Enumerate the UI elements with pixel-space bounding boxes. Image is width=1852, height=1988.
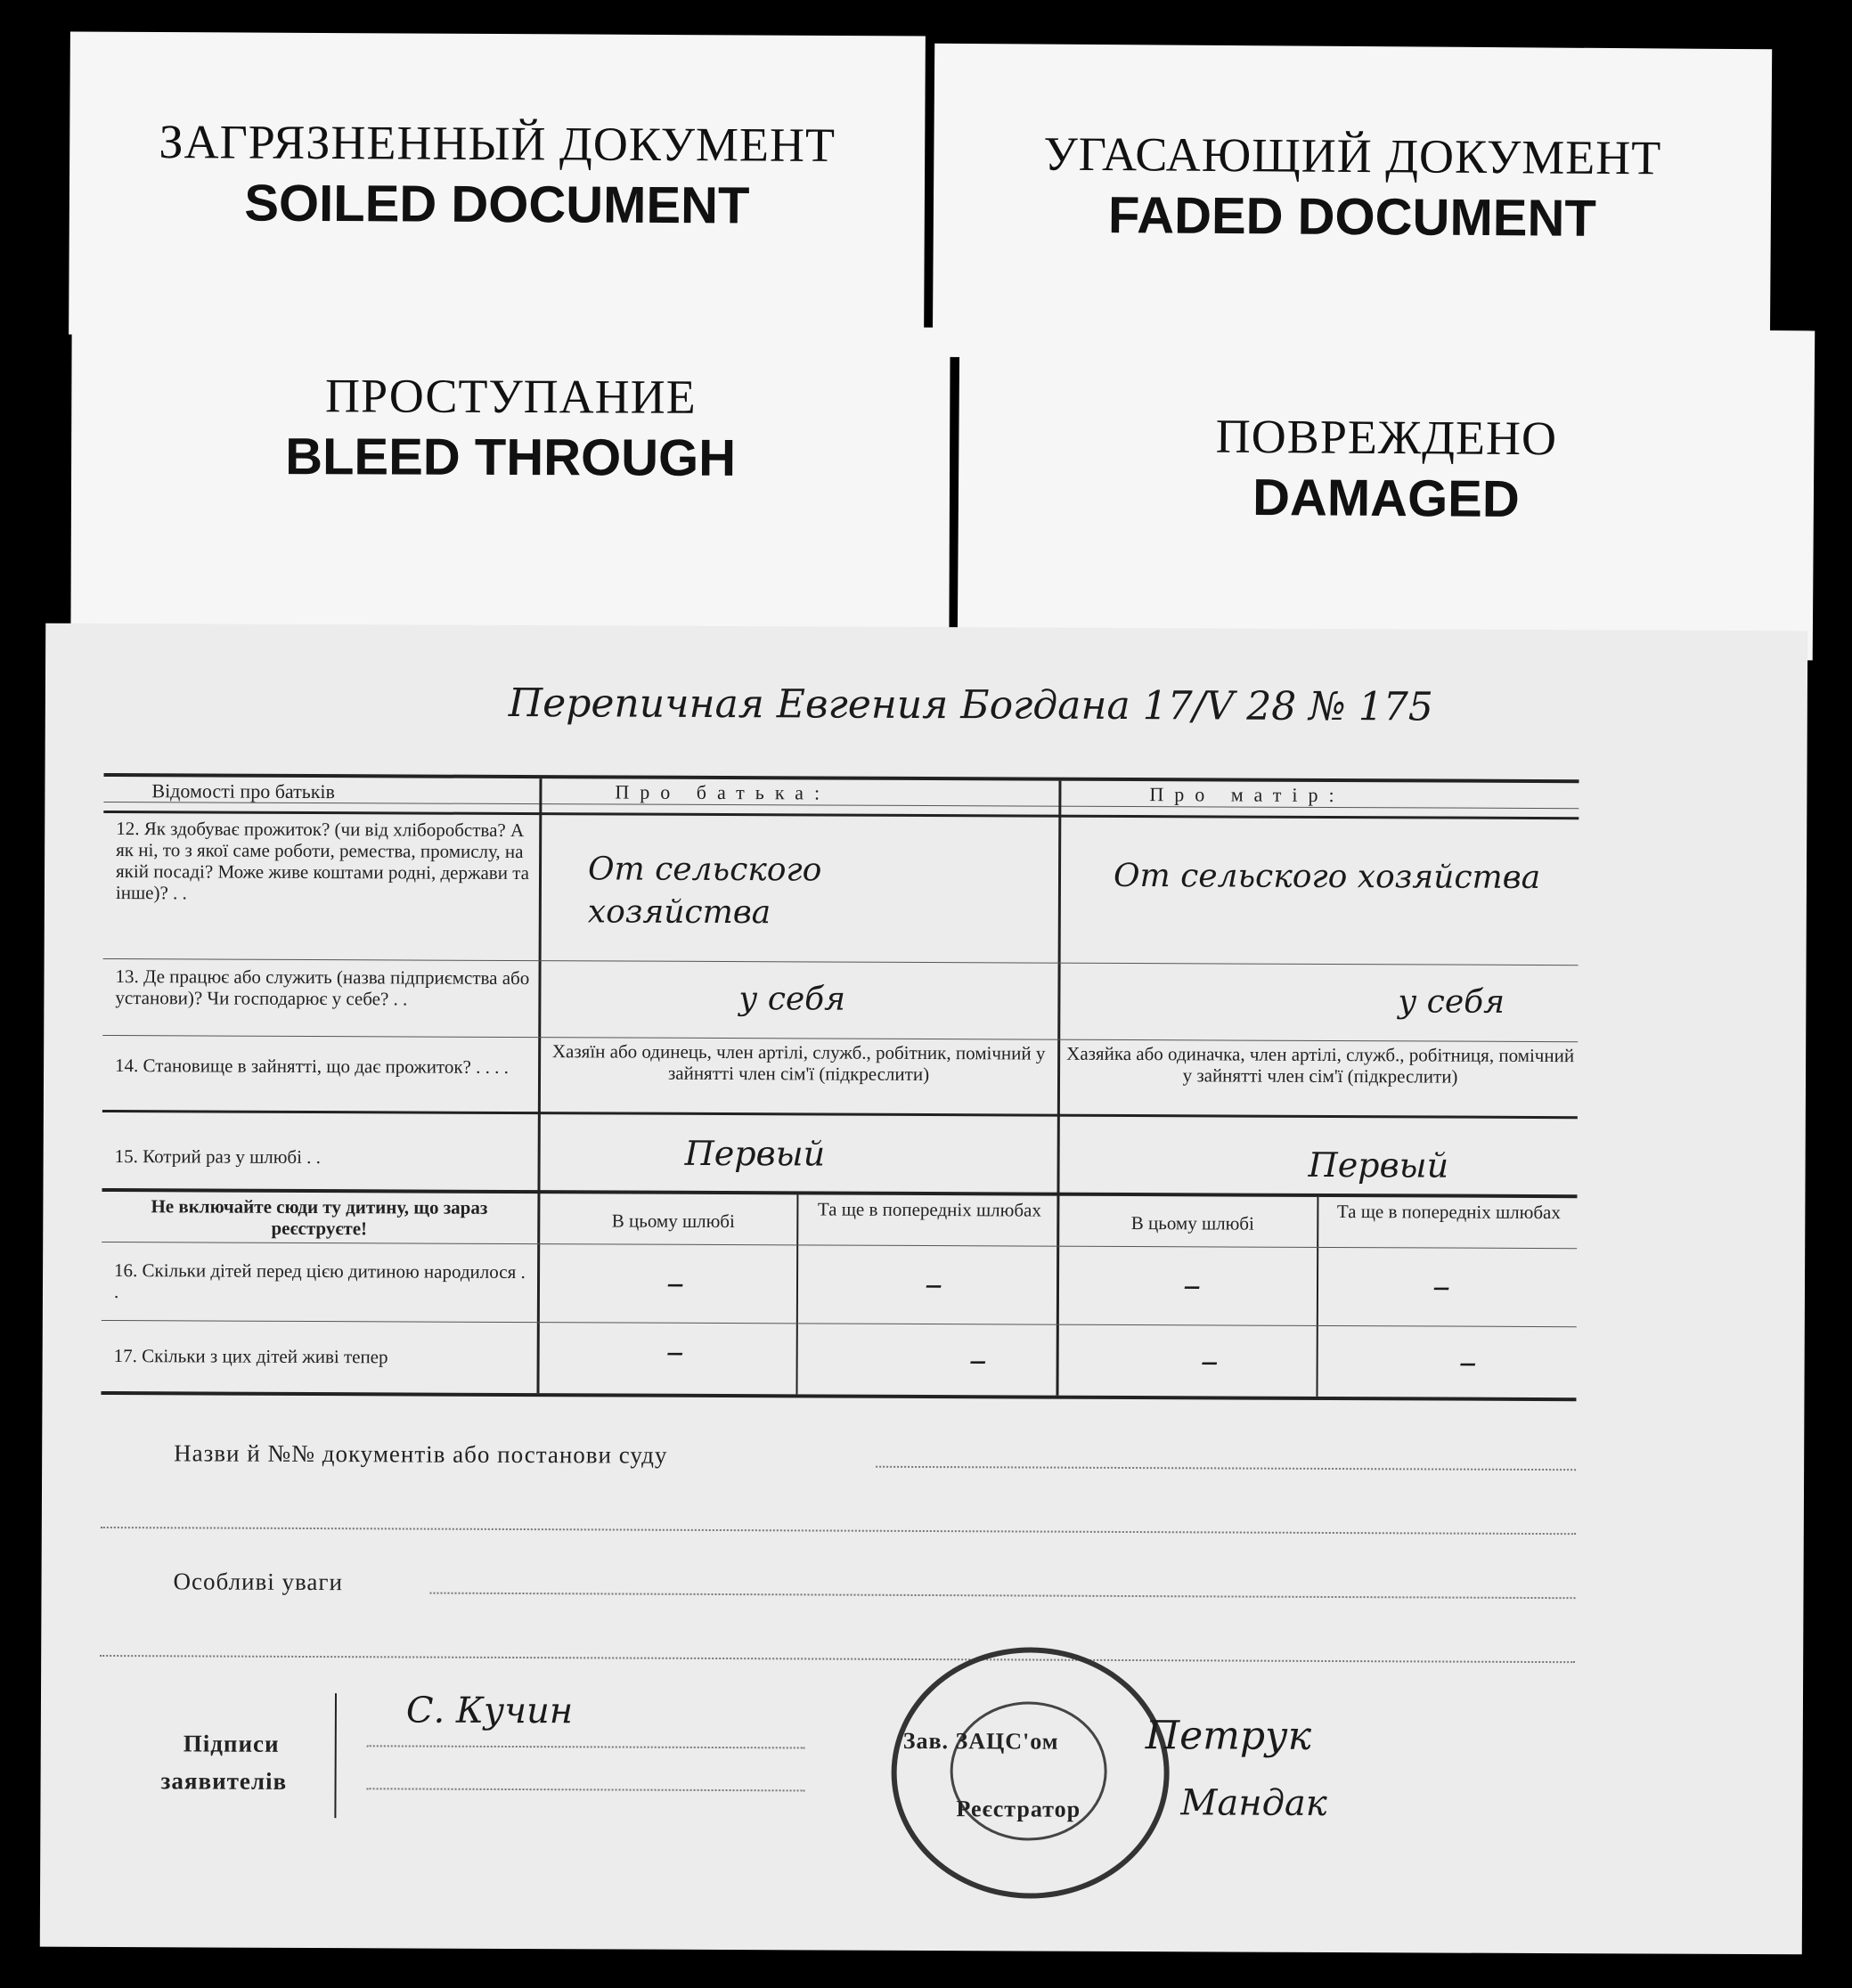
faded-document-card (933, 44, 1772, 363)
card-title-ru: ПРОСТУПАНИЕ (324, 369, 697, 424)
documents-label: Назви й №№ документів або постанови суду (174, 1439, 668, 1469)
column-divider (1056, 781, 1061, 1396)
row-15-mother: Первый (1308, 1145, 1449, 1185)
column-divider (795, 1194, 798, 1394)
remarks-label: Особливі уваги (173, 1568, 343, 1596)
damaged-card (958, 325, 1815, 661)
soiled-document-card (69, 31, 926, 338)
row-16-value: – (1182, 1265, 1202, 1307)
row-13-label: 13. Де працює або служить (назва підприємства або установи)? Чи господарює у себе? . . (115, 965, 530, 1010)
in-this-marriage-father: В цьому шлюбі (611, 1210, 735, 1233)
remarks-line (100, 1655, 1575, 1663)
head-signature: Петрук (1145, 1713, 1312, 1759)
row-rule (102, 1242, 1577, 1249)
previous-marriages-mother: Та ще в попередніх шлюбах (1336, 1201, 1561, 1224)
in-this-marriage-mother: В цьому шлюбі (1130, 1212, 1254, 1234)
row-12-mother: От сельского хозяйства (1113, 857, 1541, 897)
row-16-value: – (1432, 1266, 1451, 1308)
rule (103, 802, 1579, 809)
signatures-label: Підписи (183, 1730, 280, 1757)
card-title-en: SOILED DOCUMENT (244, 174, 750, 235)
row-12-father: От сельского хозяйства (587, 851, 822, 932)
column-divider (536, 778, 542, 1393)
bleed-through-card (70, 324, 950, 648)
row-17-value: – (968, 1340, 987, 1381)
remarks-line (429, 1593, 1575, 1600)
signature-line (367, 1745, 805, 1748)
note-label: Не включайте сюди ту дитину, що зараз реєструєте! (151, 1195, 488, 1240)
registrar-signature: Мандак (1180, 1782, 1327, 1824)
row-17-value: – (1200, 1340, 1219, 1382)
row-14-mother: Хазяйка або одиначка, член артілі, служб., робітниця, помічний у зайнятті член сім'ї (підкреслити) (1066, 1042, 1575, 1088)
row-13-father: у себя (738, 981, 846, 1018)
documents-line (101, 1527, 1576, 1535)
card-title-en: DAMAGED (1252, 468, 1521, 529)
table-bottom-rule (101, 1391, 1576, 1401)
row-16-label: 16. Скільки дітей перед цією дитиною народилося . . (113, 1259, 526, 1303)
signature-line (367, 1788, 805, 1791)
row-14-label: 14. Становище в зайнятті, що дає прожиток? . . . . (115, 1055, 509, 1078)
handwritten-header: Перепичная Евгения Богдана 17/V 28 № 175 (508, 680, 1433, 730)
row-13-mother: у себя (1398, 983, 1505, 1021)
column-divider (1316, 1197, 1318, 1397)
row-17-label: 17. Скільки з цих дітей живі тепер (113, 1345, 388, 1368)
col-header-info: Відомості про батьків (151, 779, 336, 803)
row-15-father: Первый (684, 1133, 826, 1174)
row-16-value: – (924, 1264, 943, 1306)
row-rule (103, 958, 1579, 965)
card-title-ru: ЗАГРЯЗНЕННЫЙ ДОКУМЕНТ (159, 115, 836, 172)
card-title-en: BLEED THROUGH (285, 428, 737, 487)
row-16-value: – (665, 1262, 685, 1304)
row-15-label: 15. Котрий раз у шлюбі . . (114, 1145, 322, 1169)
applicant-signature: С. Кучин (405, 1690, 574, 1732)
official-stamp (891, 1647, 1170, 1899)
row-rule (102, 1110, 1578, 1119)
card-title-ru: ПОВРЕЖДЕНО (1215, 409, 1558, 466)
card-title-ru: УГАСАЮЩИЙ ДОКУМЕНТ (1043, 126, 1662, 185)
documents-line (876, 1466, 1576, 1471)
row-17-value: – (1458, 1341, 1477, 1383)
card-title-en: FADED DOCUMENT (1107, 186, 1597, 248)
row-rule (102, 1320, 1577, 1327)
brace (334, 1693, 337, 1818)
registrar-label: Реєстратор (956, 1796, 1081, 1822)
row-12-label: 12. Як здобуває прожиток? (чи від хліборобства? А як ні, то з якої саме роботи, ремества, промислу, на якій посаді? Може живе коштами родні, держави та інше)? . . (115, 818, 530, 904)
previous-marriages-father: Та ще в попередніх шлюбах (817, 1198, 1041, 1221)
row-14-father: Хазяїн або одинець, член артілі, служб., робітник, помічний у зайнятті член сім'ї (підкреслити) (551, 1040, 1046, 1086)
head-label: Зав. ЗАЦС'ом (902, 1727, 1059, 1755)
signatures-label: заявителів (160, 1767, 288, 1795)
registration-form-page (40, 623, 1807, 1955)
row-17-value: – (665, 1331, 684, 1373)
col-header-father: Про батька: (615, 780, 831, 804)
col-header-mother: Про матір: (1149, 783, 1345, 807)
